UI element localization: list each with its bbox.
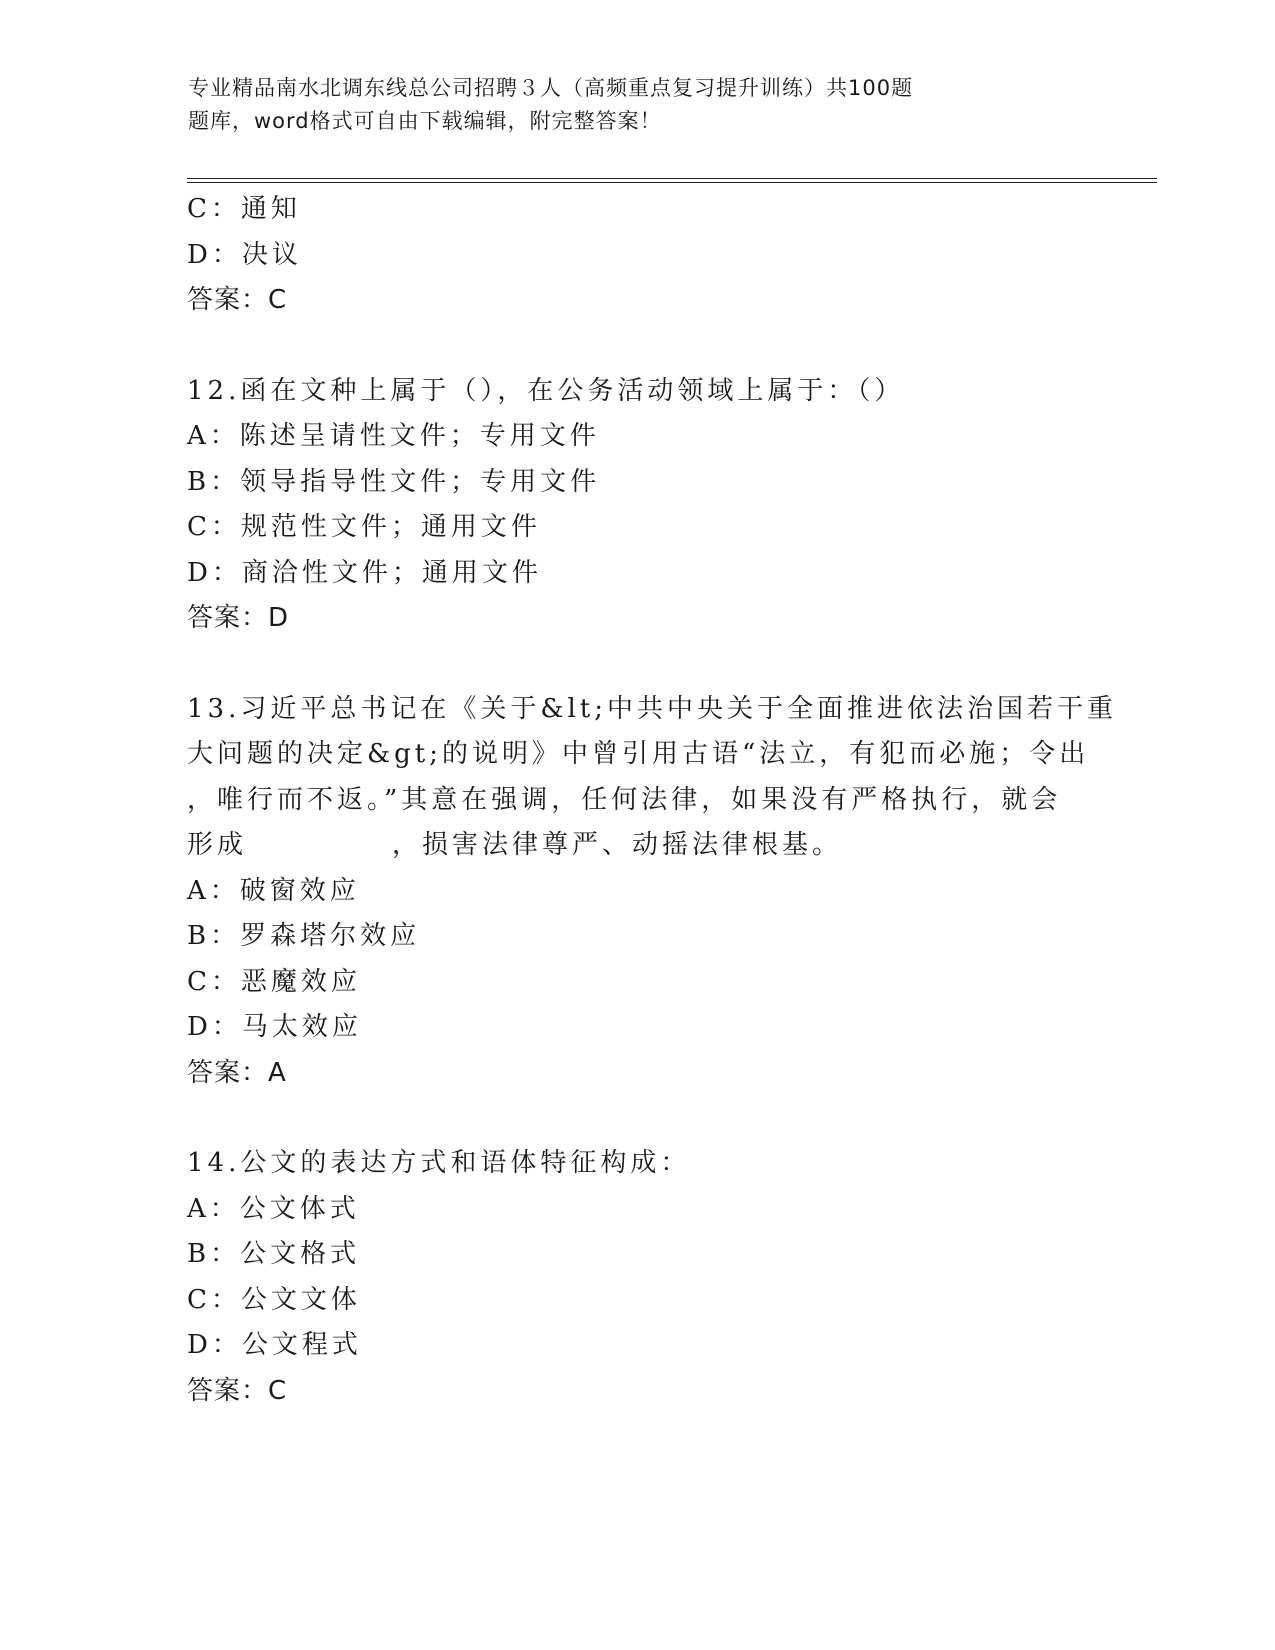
question-list xyxy=(187,187,1118,1414)
stem-text-before-blank: 形成 xyxy=(187,830,248,860)
option-d: D：决议 xyxy=(187,239,302,270)
question-stem: 12.函在文种上属于（），在公务活动领域上属于：（） xyxy=(187,375,905,406)
question-12 xyxy=(187,369,1087,642)
answer-line: 答案：C xyxy=(187,285,288,315)
document-header xyxy=(188,72,1068,138)
option-d: D：商洽性文件；通用文件 xyxy=(187,557,542,588)
option-c: C：恶魔效应 xyxy=(187,966,361,997)
option-b: B：罗森塔尔效应 xyxy=(187,921,421,951)
option-b: B：公文格式 xyxy=(187,1239,361,1269)
spacer xyxy=(187,642,1087,687)
question-stem-line-4 xyxy=(187,823,1087,869)
answer-line: 答案：D xyxy=(187,603,290,633)
question-13 xyxy=(187,687,1118,1097)
option-c: C：通知 xyxy=(187,194,301,224)
spacer xyxy=(187,324,1087,369)
option-c: C：公文文体 xyxy=(187,1284,361,1315)
header-divider xyxy=(187,178,1157,183)
option-a: A：破窗效应 xyxy=(187,875,360,906)
question-stem-line-2: 大问题的决定&gt;的说明》中曾引用古语“法立，有犯而必施；令出 xyxy=(187,739,1090,769)
answer-line: 答案：A xyxy=(187,1057,287,1088)
question-stem-line-1: 13.习近平总书记在《关于&lt;中共中央关于全面推进依法治国若干重 xyxy=(187,693,1118,724)
option-c: C：规范性文件；通用文件 xyxy=(187,512,541,542)
answer-line: 答案：C xyxy=(187,1375,288,1406)
option-a: A：公文体式 xyxy=(187,1193,360,1224)
option-b: B：领导指导性文件；专用文件 xyxy=(187,466,601,497)
question-14 xyxy=(187,1141,1087,1414)
question-stem-line-3: ，唯行而不返。”其意在强调，任何法律，如果没有严格执行，就会 xyxy=(187,784,1062,815)
question-stem: 14.公文的表达方式和语体特征构成： xyxy=(187,1148,691,1178)
option-a: A：陈述呈请性文件；专用文件 xyxy=(187,421,600,451)
question-11-tail xyxy=(187,187,1087,324)
option-d: D：公文程式 xyxy=(187,1330,362,1360)
spacer xyxy=(187,1096,1087,1141)
stem-text-after-blank: ，损害法律尊严、动摇法律根基。 xyxy=(392,830,843,860)
option-d: D：马太效应 xyxy=(187,1012,362,1042)
header-title-line-2: 题库，word格式可自由下载编辑，附完整答案！ xyxy=(188,109,662,133)
header-title-line-1: 专业精品南水北调东线总公司招聘３人（高频重点复习提升训练）共100题 xyxy=(188,76,914,100)
